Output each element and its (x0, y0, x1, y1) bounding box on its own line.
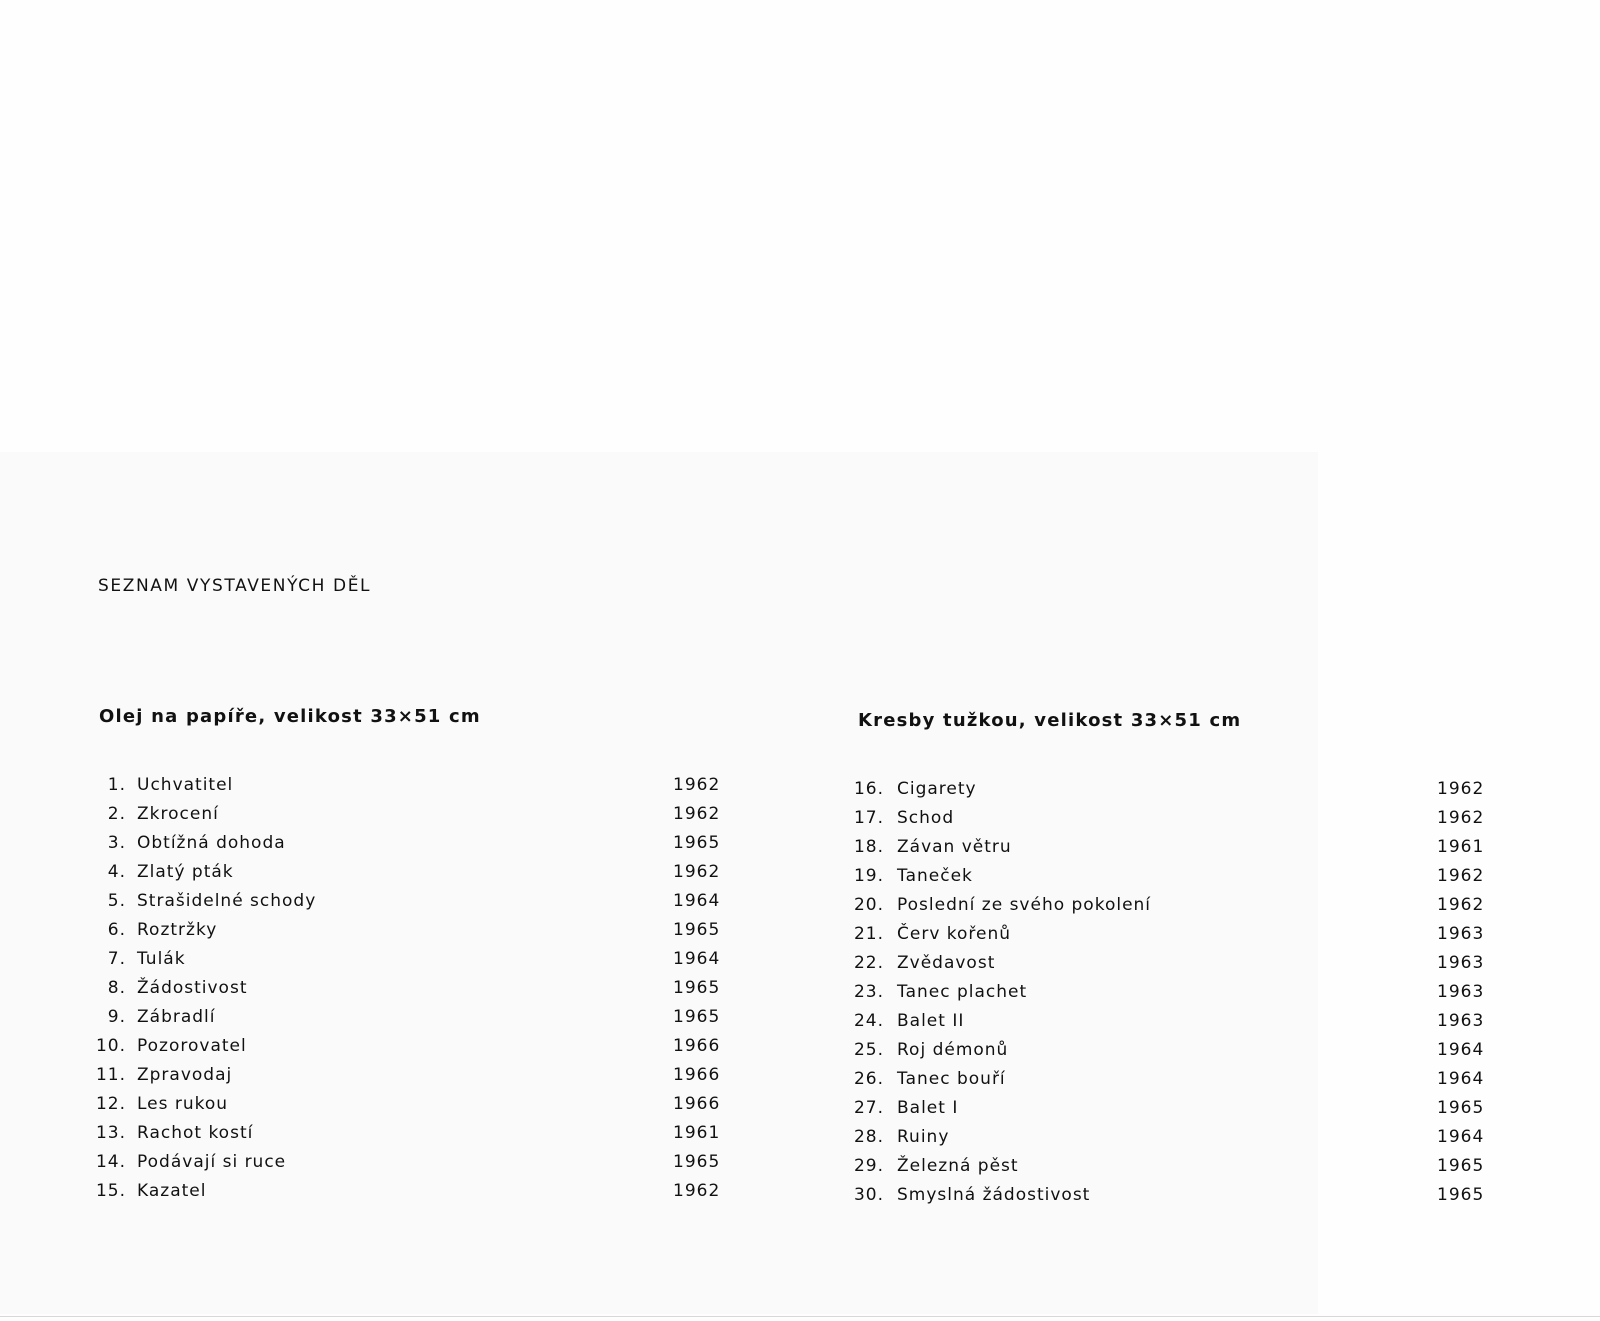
work-title: Tanec plachet (897, 982, 1028, 1002)
list-item (0, 953, 1520, 982)
work-title: Uchvatitel (137, 775, 234, 795)
work-title: Železná pěst (897, 1156, 1019, 1176)
work-title: Cigarety (897, 779, 977, 799)
list-item (0, 1069, 1520, 1098)
work-year: 1966 (673, 1065, 721, 1085)
work-title: Závan větru (897, 837, 1012, 857)
work-year: 1962 (1437, 866, 1485, 886)
work-title: Les rukou (137, 1094, 229, 1114)
section-heading: Kresby tužkou, velikost 33×51 cm (858, 710, 1242, 731)
work-title: Taneček (897, 866, 973, 886)
work-year: 1962 (1437, 808, 1485, 828)
work-number: 29. (853, 1156, 884, 1176)
work-title: Roj démonů (897, 1040, 1009, 1060)
work-title: Rachot kostí (137, 1123, 254, 1143)
work-title: Žádostivost (137, 978, 248, 998)
work-title: Smyslná žádostivost (897, 1185, 1091, 1205)
list-item (0, 895, 1520, 924)
work-title: Ruiny (897, 1127, 950, 1147)
work-year: 1965 (673, 1007, 721, 1027)
work-title: Červ kořenů (897, 924, 1012, 944)
work-title: Strašidelné schody (137, 891, 317, 911)
work-number: 21. (853, 924, 884, 944)
work-year: 1966 (673, 1094, 721, 1114)
work-year: 1963 (1437, 953, 1485, 973)
work-number: 11. (95, 1065, 126, 1085)
list-item (0, 924, 1520, 953)
list-item (0, 866, 1520, 895)
work-number: 25. (853, 1040, 884, 1060)
work-number: 23. (853, 982, 884, 1002)
work-number: 4. (107, 862, 126, 882)
work-number: 18. (853, 837, 884, 857)
work-number: 20. (853, 895, 884, 915)
list-item (0, 808, 1520, 837)
work-title: Zvědavost (897, 953, 996, 973)
work-number: 12. (95, 1094, 126, 1114)
work-year: 1962 (1437, 779, 1485, 799)
work-number: 30. (853, 1185, 884, 1205)
list-item (0, 1156, 1520, 1185)
work-number: 14. (95, 1152, 126, 1172)
work-year: 1965 (1437, 1098, 1485, 1118)
work-year: 1964 (673, 891, 721, 911)
page-title: SEZNAM VYSTAVENÝCH DĚL (98, 576, 372, 596)
work-year: 1962 (673, 1181, 721, 1201)
list-item (0, 837, 1520, 866)
work-title: Podávají si ruce (137, 1152, 287, 1172)
work-year: 1966 (673, 1036, 721, 1056)
list-item (0, 1040, 1520, 1069)
work-year: 1965 (673, 833, 721, 853)
work-number: 19. (853, 866, 884, 886)
work-number: 6. (107, 920, 126, 940)
list-item (0, 1127, 1520, 1156)
work-title: Zpravodaj (137, 1065, 233, 1085)
work-title: Balet II (897, 1011, 965, 1031)
work-year: 1961 (673, 1123, 721, 1143)
work-number: 1. (107, 775, 126, 795)
work-title: Kazatel (137, 1181, 207, 1201)
work-year: 1962 (673, 862, 721, 882)
list-item (0, 779, 1520, 808)
work-number: 22. (853, 953, 884, 973)
bottom-edge-line (0, 1316, 1600, 1317)
work-year: 1963 (1437, 982, 1485, 1002)
work-year: 1964 (1437, 1069, 1485, 1089)
work-number: 2. (107, 804, 126, 824)
work-number: 8. (107, 978, 126, 998)
work-year: 1964 (673, 949, 721, 969)
work-number: 27. (853, 1098, 884, 1118)
work-title: Poslední ze svého pokolení (897, 895, 1152, 915)
works-list (0, 779, 1520, 1214)
work-title: Zkrocení (137, 804, 219, 824)
work-number: 3. (107, 833, 126, 853)
work-title: Balet I (897, 1098, 959, 1118)
work-number: 10. (95, 1036, 126, 1056)
work-title: Zábradlí (137, 1007, 216, 1027)
work-year: 1961 (1437, 837, 1485, 857)
work-year: 1963 (1437, 1011, 1485, 1031)
work-number: 13. (95, 1123, 126, 1143)
work-year: 1964 (1437, 1040, 1485, 1060)
list-item (0, 1185, 1520, 1214)
work-number: 24. (853, 1011, 884, 1031)
work-number: 17. (853, 808, 884, 828)
list-item (0, 1011, 1520, 1040)
list-item (0, 1098, 1520, 1127)
work-year: 1962 (673, 775, 721, 795)
work-year: 1962 (1437, 895, 1485, 915)
work-year: 1964 (1437, 1127, 1485, 1147)
work-title: Tulák (137, 949, 186, 969)
list-item (0, 982, 1520, 1011)
work-number: 28. (853, 1127, 884, 1147)
work-year: 1963 (1437, 924, 1485, 944)
section-heading: Olej na papíře, velikost 33×51 cm (99, 706, 481, 727)
work-year: 1965 (1437, 1156, 1485, 1176)
work-title: Tanec bouří (897, 1069, 1006, 1089)
work-title: Pozorovatel (137, 1036, 247, 1056)
work-year: 1962 (673, 804, 721, 824)
work-year: 1965 (1437, 1185, 1485, 1205)
work-number: 15. (95, 1181, 126, 1201)
work-title: Zlatý pták (137, 862, 234, 882)
work-number: 26. (853, 1069, 884, 1089)
work-title: Roztržky (137, 920, 218, 940)
work-number: 7. (107, 949, 126, 969)
work-year: 1965 (673, 1152, 721, 1172)
work-number: 9. (107, 1007, 126, 1027)
work-number: 5. (107, 891, 126, 911)
work-number: 16. (853, 779, 884, 799)
work-year: 1965 (673, 978, 721, 998)
work-title: Obtížná dohoda (137, 833, 286, 853)
work-title: Schod (897, 808, 955, 828)
work-year: 1965 (673, 920, 721, 940)
